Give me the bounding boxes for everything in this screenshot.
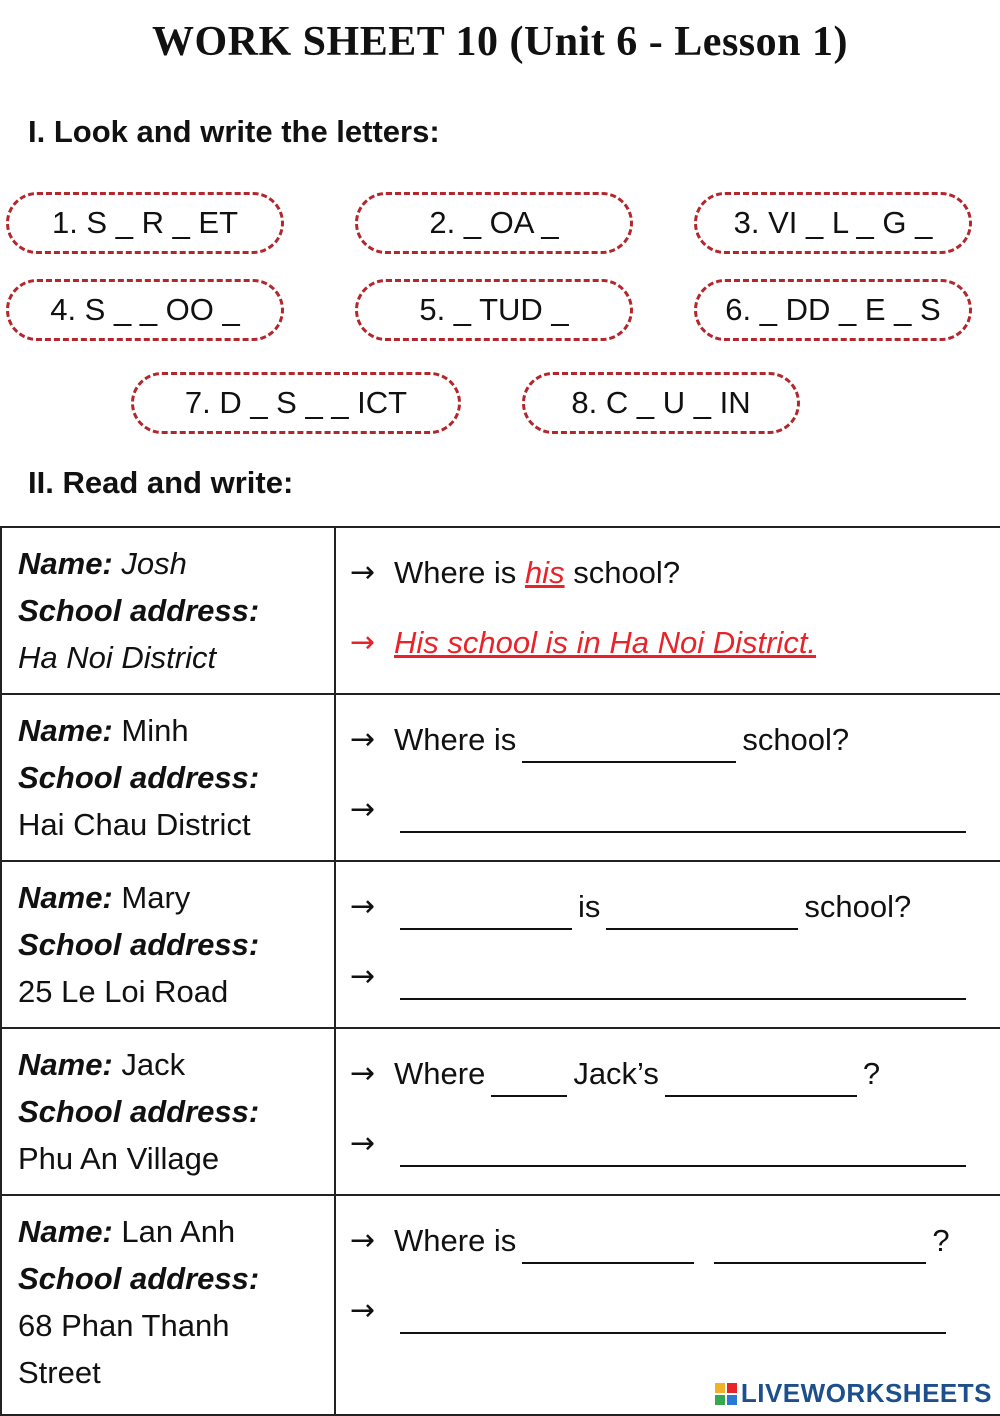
answer-blank-input[interactable] [400,795,966,833]
school-address: Hai Chau District [18,807,251,842]
blank-input[interactable] [606,892,798,930]
school-address: Street [18,1355,101,1390]
question-text: Jack’s [573,1056,659,1091]
blank-input[interactable] [522,1226,694,1264]
word-puzzle-4[interactable]: 4. S _ _ OO _ [6,279,284,341]
school-address: Phu An Village [18,1141,220,1176]
word-puzzle-1[interactable]: 1. S _ R _ ET [6,192,284,254]
answer-cell [335,694,1000,861]
word-puzzle-5[interactable]: 5. _ TUD _ [355,279,633,341]
blank-input[interactable] [665,1059,857,1097]
address-label: School address: [18,760,260,795]
blank-input[interactable] [714,1226,926,1264]
read-and-write-table [0,526,1000,1416]
question-text: Where is [394,555,517,590]
arrow-icon: → [350,625,376,660]
student-info-cell [1,694,335,861]
address-label: School address: [18,593,260,628]
liveworksheets-logo-text: LIVEWORKSHEETS [740,1378,992,1408]
student-name: Josh [121,546,187,581]
answer-cell [335,1028,1000,1195]
arrow-icon: → [350,889,376,924]
arrow-icon: → [350,1223,376,1258]
arrow-icon: → [350,555,376,590]
arrow-icon: → [350,792,376,827]
blank-input[interactable] [400,892,572,930]
word-puzzle-7[interactable]: 7. D _ S _ _ ICT [131,372,461,434]
answer-cell [335,861,1000,1028]
name-label: Name: [18,1047,113,1082]
student-name: Jack [121,1047,186,1082]
question-text: school? [742,722,850,757]
blank-input[interactable] [491,1059,567,1097]
student-info-cell [1,861,335,1028]
student-name: Lan Anh [121,1214,236,1249]
table-row [1,1028,1000,1195]
question-text: is [578,889,601,924]
question-text: school? [573,555,681,590]
name-label: Name: [18,713,113,748]
school-address: Ha Noi District [18,640,217,675]
answer-cell [335,527,1000,694]
student-info-cell [1,527,335,694]
worksheet-title: WORK SHEET 10 (Unit 6 - Lesson 1) [152,19,848,65]
arrow-icon: → [350,722,376,757]
example-answer-word: his [524,555,565,590]
question-text: school? [804,889,912,924]
table-row [1,527,1000,694]
word-puzzle-8[interactable]: 8. C _ U _ IN [522,372,800,434]
answer-blank-input[interactable] [400,1129,966,1167]
arrow-icon: → [350,1056,376,1091]
name-label: Name: [18,1214,113,1249]
student-info-cell [1,1195,335,1415]
question-text: Where is [394,1223,517,1258]
arrow-icon: → [350,959,376,994]
blank-input[interactable] [522,725,736,763]
address-label: School address: [18,1094,260,1129]
section-2-heading: II. Read and write: [28,465,294,500]
question-text: Where [394,1056,486,1091]
answer-blank-input[interactable] [400,1296,946,1334]
arrow-icon: → [350,1293,376,1328]
section-1-heading: I. Look and write the letters: [28,114,440,149]
word-puzzle-2[interactable]: 2. _ OA _ [355,192,633,254]
liveworksheets-logo [715,1378,992,1409]
question-text: ? [932,1223,950,1258]
address-label: School address: [18,1261,260,1296]
arrow-icon: → [350,1126,376,1161]
school-address: 68 Phan Thanh [18,1308,230,1343]
school-address: 25 Le Loi Road [18,974,229,1009]
address-label: School address: [18,927,260,962]
student-info-cell [1,1028,335,1195]
liveworksheets-logo-icon [715,1383,737,1405]
example-answer-sentence: His school is in Ha Noi District. [394,625,817,660]
question-text: Where is [394,722,517,757]
word-puzzle-6[interactable]: 6. _ DD _ E _ S [694,279,972,341]
name-label: Name: [18,546,113,581]
student-name: Mary [121,880,191,915]
student-name: Minh [121,713,189,748]
name-label: Name: [18,880,113,915]
table-row [1,694,1000,861]
question-text: ? [862,1056,881,1091]
table-row [1,861,1000,1028]
answer-blank-input[interactable] [400,962,966,1000]
word-puzzle-3[interactable]: 3. VI _ L _ G _ [694,192,972,254]
